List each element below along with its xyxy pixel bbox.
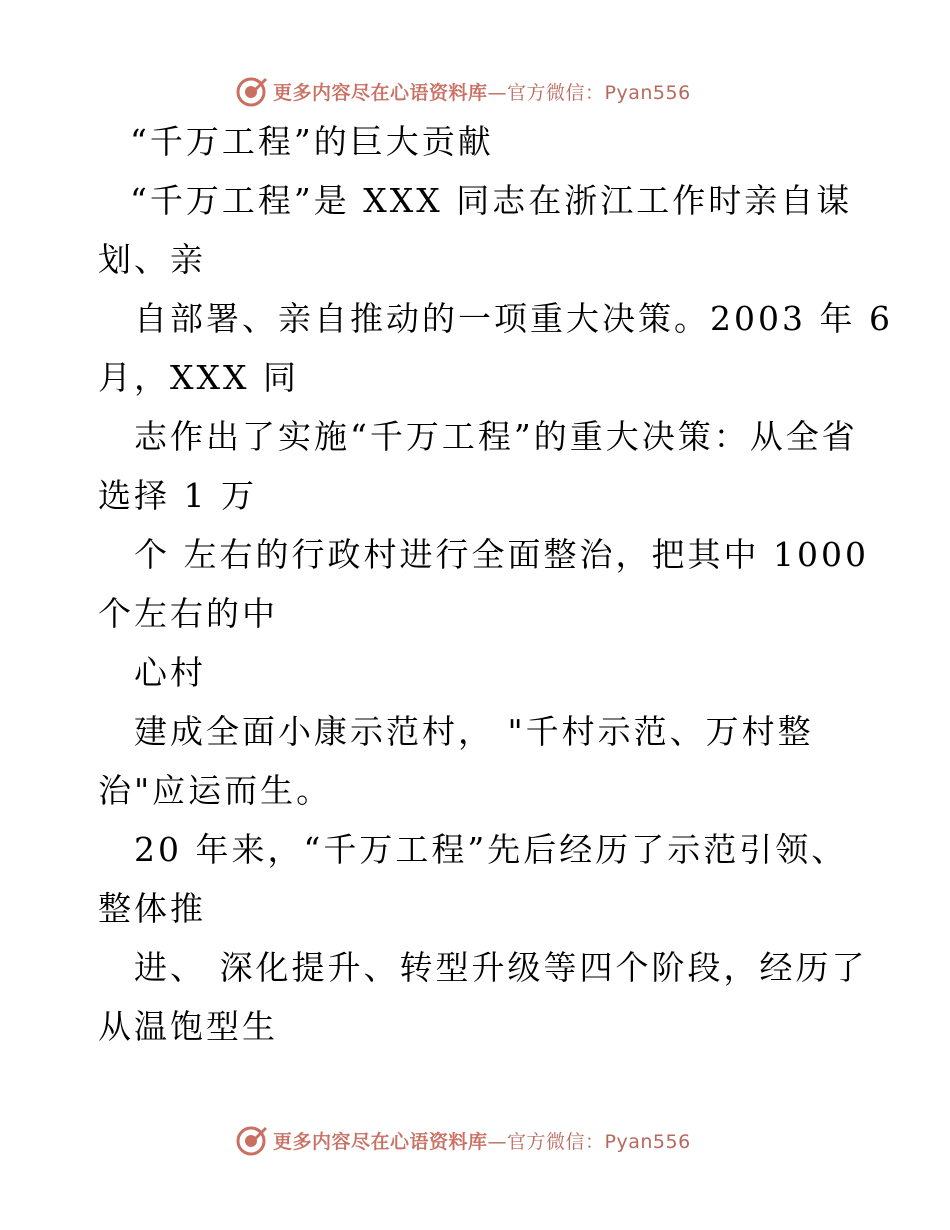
paragraph-line: 划、亲: [98, 240, 206, 279]
watermark-brand: 更多内容尽在心语资料库: [273, 1130, 488, 1153]
paragraph-line: 个左右的中: [98, 594, 278, 633]
paragraph-line: 月，XXX 同: [98, 358, 299, 397]
paragraph-line: 建成全面小康示范村， "千村示范、万村整: [134, 712, 814, 751]
paragraph-line: 选择 1 万: [98, 476, 257, 515]
watermark-separator: —: [487, 1130, 508, 1153]
document-body: [98, 122, 898, 1069]
paragraph-line: 整体推: [98, 889, 206, 928]
footer-watermark: [235, 1122, 691, 1158]
paragraph-line: 从温饱型生: [98, 1007, 278, 1046]
paragraph-line: 进、 深化提升、转型升级等四个阶段，经历了: [134, 948, 868, 987]
document-title: “千万工程”的巨大贡献: [130, 122, 494, 161]
pen-logo-icon: [235, 74, 269, 108]
watermark-suffix: 官方微信：Pyan556: [507, 1130, 691, 1153]
paragraph-line: 志作出了实施“千万工程”的重大决策：从全省: [134, 417, 858, 456]
paragraph-line: “千万工程”是 XXX 同志在浙江工作时亲自谋: [130, 181, 853, 220]
watermark-brand: 更多内容尽在心语资料库: [273, 81, 488, 104]
header-watermark: [235, 73, 691, 109]
paragraph-line: 心村: [134, 653, 206, 692]
paragraph-line: 个 左右的行政村进行全面整治，把其中 1000: [134, 535, 869, 574]
paragraph-line: 自部署、亲自推动的一项重大决策。2003 年 6: [134, 299, 893, 338]
watermark-suffix: 官方微信：Pyan556: [507, 81, 691, 104]
pen-logo-icon: [235, 1123, 269, 1157]
watermark-separator: —: [487, 81, 508, 104]
paragraph-line: 20 年来，“千万工程”先后经历了示范引领、: [134, 830, 848, 869]
paragraph-line: 治"应运而生。: [98, 771, 333, 810]
